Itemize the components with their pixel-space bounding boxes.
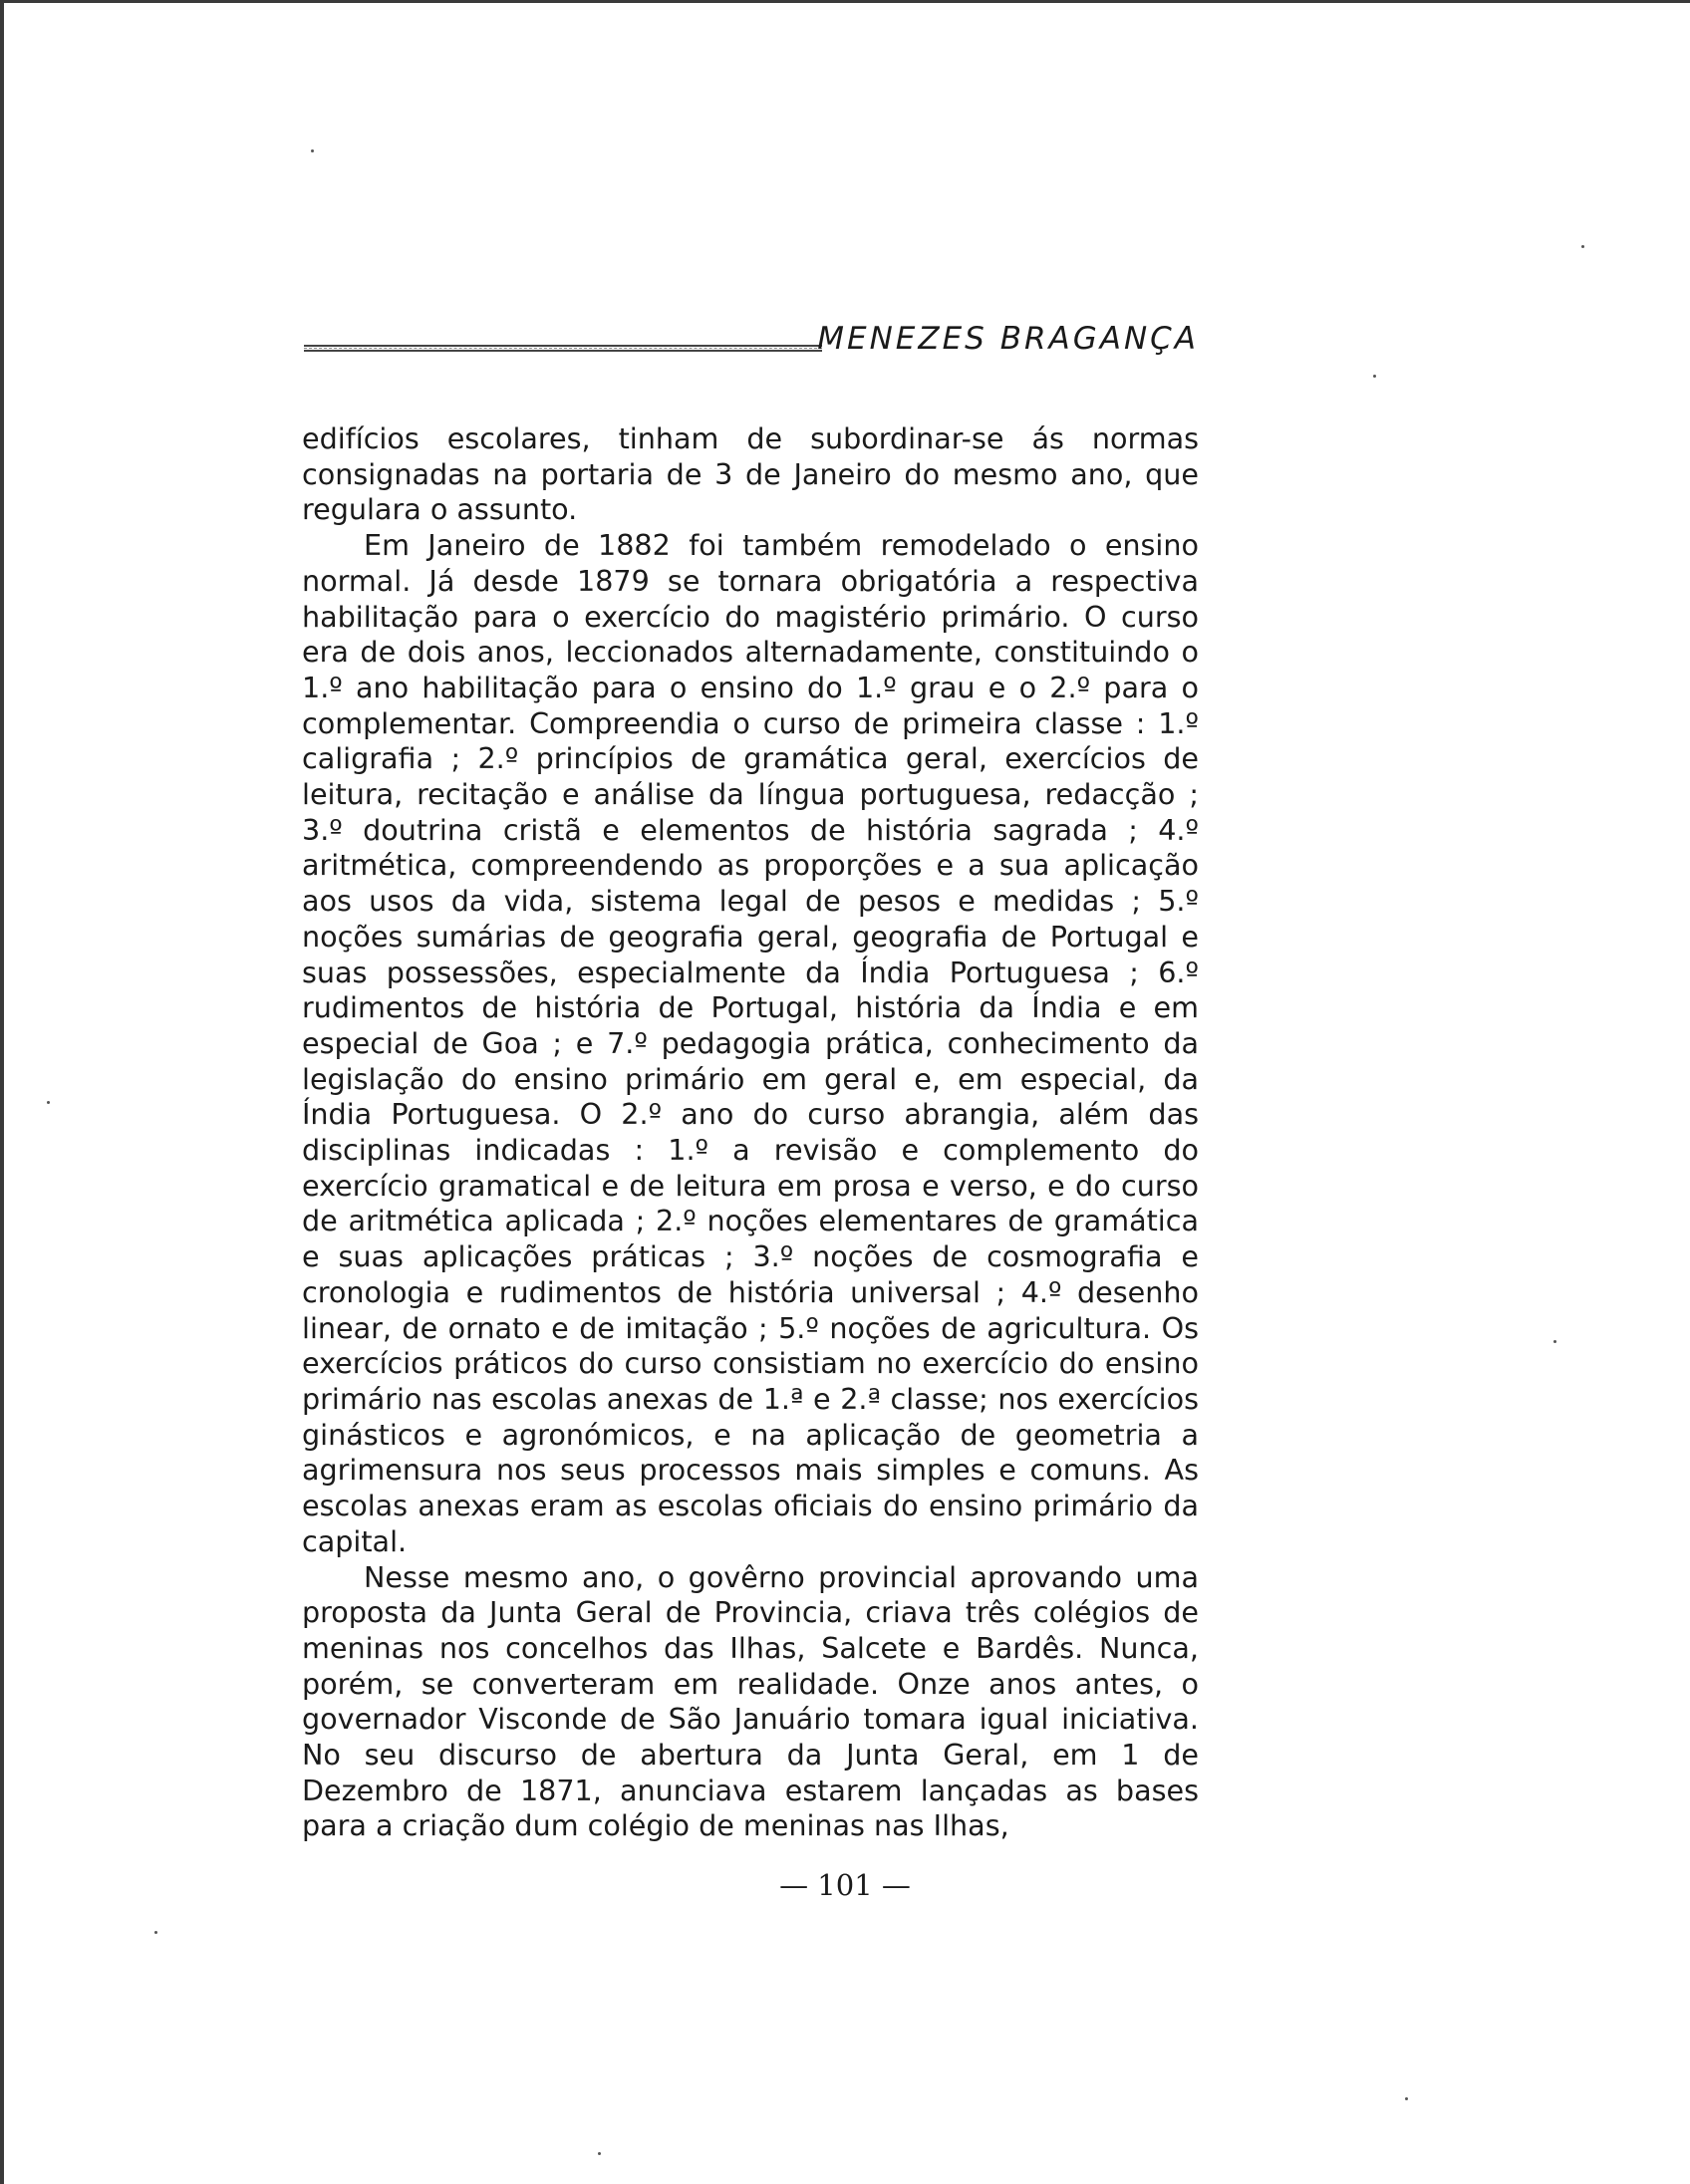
- page-border-top: [0, 0, 1690, 3]
- paragraph-3: Nesse mesmo ano, o govêrno provincial aprovando uma proposta da Junta Geral de Provincia, criava três colégios de meninas nos concelhos das Ilhas, Salcete e Bardês. Nunca, porém, se converteram em realidade. Onze anos antes, o governador Visconde de São Januário tomara igual iniciativa. No seu discurso de abertura da Junta Geral, em 1 de Dezembro de 1871, anunciava estarem lançadas as bases para a criação dum colégio de meninas nas Ilhas,: [302, 1559, 1199, 1843]
- running-title: MENEZES BRAGANÇA: [817, 321, 1199, 357]
- scan-speck: [598, 2152, 601, 2155]
- scan-speck: [311, 149, 314, 152]
- paragraph-1: edifícios escolares, tinham de subordinar-se ás normas consignadas na portaria de 3 de Janeiro do mesmo ano, que regulara o assunto.: [302, 421, 1199, 527]
- paragraph-2: Em Janeiro de 1882 foi também remodelado o ensino normal. Já desde 1879 se tornara obrigatória a respectiva habilitação para o exercício do magistério primário. O curso era de dois anos, leccionados alternadamente, constituindo o 1.º ano habilitação para o ensino do 1.º grau e o 2.º para o complementar. Compreendia o curso de primeira classe : 1.º caligrafia ; 2.º princípios de gramática geral, exercícios de leitura, recitação e análise da língua portuguesa, redacção ; 3.º doutrina cristã e elementos de história sagrada ; 4.º aritmética, compreendendo as proporções e a sua aplicação aos usos da vida, sistema legal de pesos e medidas ; 5.º noções sumárias de geografia geral, geografia de Portugal e suas possessões, especialmente da Índia Portuguesa ; 6.º rudimentos de história de Portugal, história da Índia e em especial de Goa ; e 7.º pedagogia prática, conhecimento da legislação do ensino primário em geral e, em especial, da Índia Portuguesa. O 2.º ano do curso abrangia, além das disciplinas indicadas : 1.º a revisão e complemento do exercício gramatical e de leitura em prosa e verso, e do curso de aritmética aplicada ; 2.º noções elementares de gramática e suas aplicações práticas ; 3.º noções de cosmografia e cronologia e rudimentos de história universal ; 4.º desenho linear, de ornato e de imitação ; 5.º noções de agricultura. Os exercícios práticos do curso consistiam no exercício do ensino primário nas escolas anexas de 1.ª e 2.ª classe; nos exercícios ginásticos e agronómicos, e na aplicação de geometria a agrimensura nos seus processos mais simples e comuns. As escolas anexas eram as escolas oficiais do ensino primário da capital.: [302, 528, 1199, 1558]
- scan-speck: [1373, 375, 1376, 378]
- body-text: [302, 421, 1199, 1844]
- scan-speck: [1553, 1340, 1556, 1343]
- page-header: [304, 321, 1199, 371]
- scan-speck: [1405, 2097, 1408, 2100]
- scan-speck: [154, 1931, 157, 1934]
- scan-speck: [47, 1101, 50, 1104]
- page-number: — 101 —: [779, 1868, 911, 1902]
- scan-speck: [1581, 245, 1584, 248]
- header-rule: [304, 345, 822, 352]
- page-border-left: [0, 0, 4, 2184]
